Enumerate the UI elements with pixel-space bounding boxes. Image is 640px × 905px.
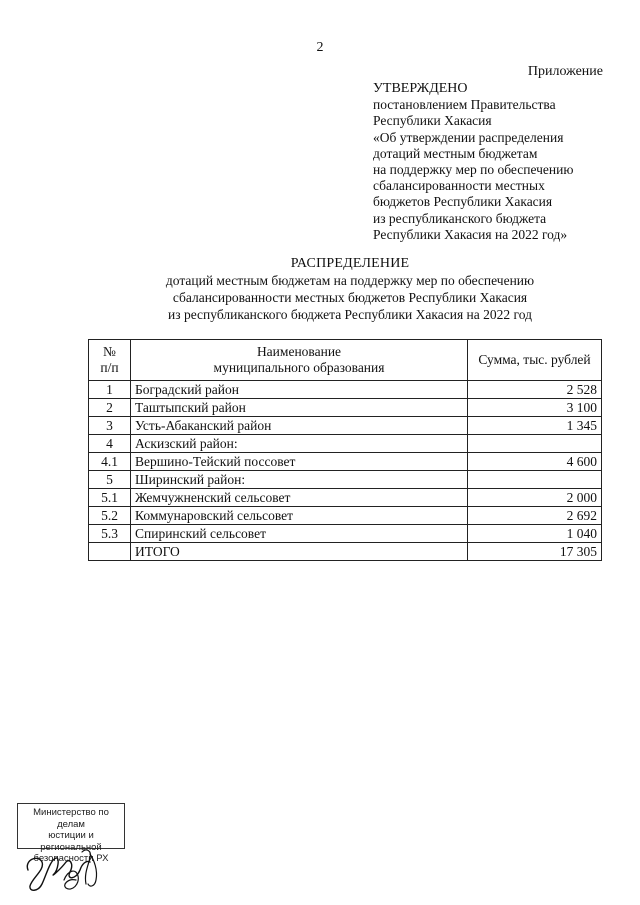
header-sum: Сумма, тыс. рублей (468, 340, 602, 381)
total-sum: 17 305 (468, 543, 602, 561)
stamp-line: безопасности РХ (33, 853, 109, 864)
row-sum (468, 471, 602, 489)
row-number: 3 (89, 417, 131, 435)
subtitle-line: дотаций местным бюджетам на поддержку мер по обеспечению (165, 273, 535, 288)
table-row (89, 417, 602, 435)
subtitle-line: из республиканского бюджета Республики Хакасия на 2022 год (168, 307, 532, 322)
appendix-label: Приложение (527, 64, 603, 79)
approval-line: из республиканского бюджета (373, 210, 547, 226)
row-sum: 3 100 (468, 399, 602, 417)
header-number (89, 340, 131, 381)
table-row (89, 453, 602, 471)
approval-line: дотаций местным бюджетам (373, 145, 538, 161)
stamp-line: юстиции и региональной (40, 830, 102, 853)
table-row (89, 489, 602, 507)
row-number: 5 (89, 471, 131, 489)
approval-block (373, 81, 573, 243)
row-number: 4 (89, 435, 131, 453)
approval-line: бюджетов Республики Хакасия (373, 194, 553, 210)
header-number-line: п/п (100, 360, 119, 375)
row-name: Таштыпский район (131, 399, 468, 417)
row-sum: 1 345 (468, 417, 602, 435)
total-label: ИТОГО (131, 543, 468, 561)
approval-line: на поддержку мер по обеспечению (373, 162, 574, 178)
document-subtitle (0, 272, 640, 323)
row-sum: 1 040 (468, 525, 602, 543)
row-number: 5.1 (89, 489, 131, 507)
row-sum: 4 600 (468, 453, 602, 471)
approval-line: Республики Хакасия (373, 113, 492, 129)
row-name: Ширинский район: (131, 471, 468, 489)
page-number: 2 (316, 40, 324, 55)
handwritten-signature (20, 840, 110, 895)
row-name: Вершино-Тейский поссовет (131, 453, 468, 471)
row-sum: 2 528 (468, 381, 602, 399)
table-header-row (89, 340, 602, 381)
table-row (89, 435, 602, 453)
approval-line: Республики Хакасия на 2022 год» (373, 226, 568, 242)
row-number: 5.3 (89, 525, 131, 543)
distribution-table (88, 339, 602, 561)
table-row (89, 471, 602, 489)
header-name-line: Наименование (256, 344, 342, 359)
row-number: 2 (89, 399, 131, 417)
table-row (89, 507, 602, 525)
row-number (89, 543, 131, 561)
approval-line: «Об утверждении распределения (373, 129, 564, 145)
subtitle-line: сбалансированности местных бюджетов Республики Хакасия (172, 290, 528, 305)
row-sum: 2 692 (468, 507, 602, 525)
row-number: 1 (89, 381, 131, 399)
table-row (89, 399, 602, 417)
row-number: 4.1 (89, 453, 131, 471)
approval-line: сбалансированности местных (373, 178, 545, 194)
approval-heading: УТВЕРЖДЕНО (373, 81, 468, 96)
row-name: Жемчужненский сельсовет (131, 489, 468, 507)
header-number-line: № (103, 344, 116, 359)
row-sum (468, 435, 602, 453)
stamp-line: Министерство по делам (33, 807, 109, 830)
row-name: Коммунаровский сельсовет (131, 507, 468, 525)
row-name: Усть-Абаканский район (131, 417, 468, 435)
row-sum: 2 000 (468, 489, 602, 507)
row-name: Боградский район (131, 381, 468, 399)
table-row (89, 525, 602, 543)
table-total-row (89, 543, 602, 561)
row-name: Аскизский район: (131, 435, 468, 453)
approval-line: постановлением Правительства (373, 97, 556, 113)
document-title: РАСПРЕДЕЛЕНИЕ (290, 256, 410, 271)
row-number: 5.2 (89, 507, 131, 525)
table-row (89, 381, 602, 399)
row-name: Спиринский сельсовет (131, 525, 468, 543)
header-name-line: муниципального образования (213, 360, 385, 375)
header-name (131, 340, 468, 381)
